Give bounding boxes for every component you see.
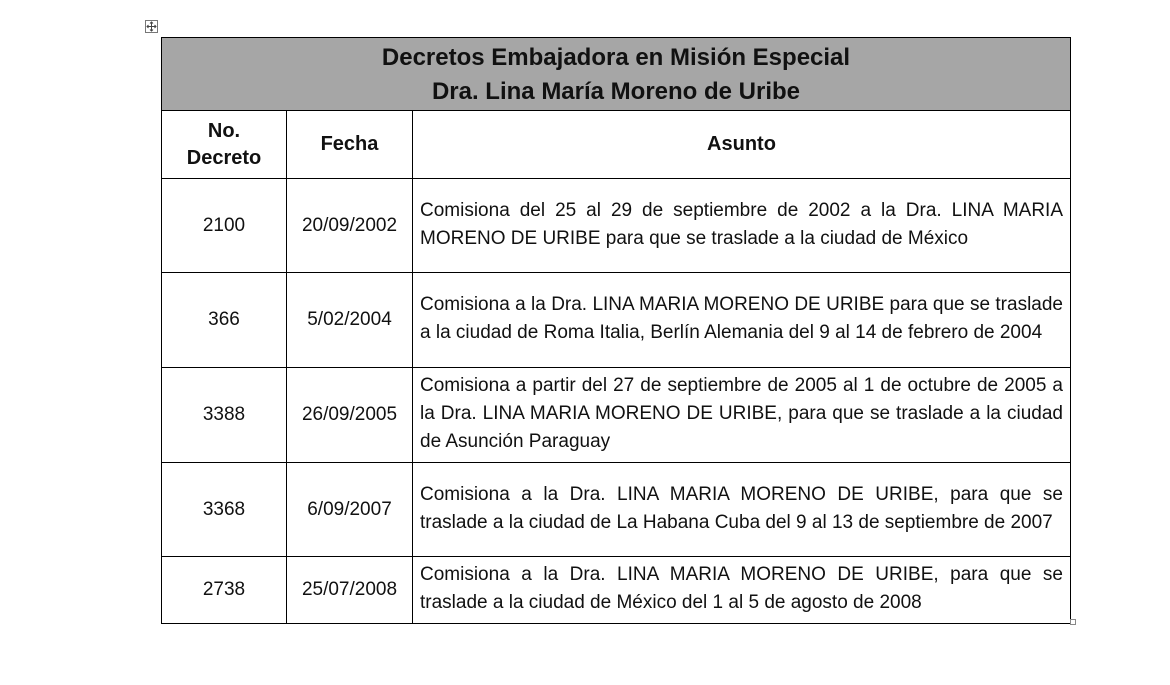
column-header-number-line-1: No. xyxy=(207,119,241,142)
decree-subject: Comisiona a partir del 27 de septiembre de 2005 al 1 de octubre de 2005 a la Dra. LINA MARIA MORENO DE URIBE, para que se traslade a la ciudad de Asunción Paraguay xyxy=(413,368,1071,463)
table-row xyxy=(162,273,1071,368)
decree-date: 6/09/2007 xyxy=(287,463,413,557)
decree-date: 25/07/2008 xyxy=(287,557,413,624)
title-line-2: Dra. Lina María Moreno de Uribe xyxy=(431,78,801,105)
decree-date: 5/02/2004 xyxy=(287,273,413,368)
decree-number: 366 xyxy=(162,273,287,368)
table-row xyxy=(162,463,1071,557)
decree-date: 20/09/2002 xyxy=(287,179,413,273)
decree-date: 26/09/2005 xyxy=(287,368,413,463)
table-title xyxy=(162,38,1071,111)
column-header-number-line-2: Decreto xyxy=(186,146,262,169)
table-resize-handle-icon[interactable] xyxy=(1070,619,1076,625)
decrees-table xyxy=(161,37,1071,624)
table-move-handle-icon[interactable] xyxy=(145,20,158,33)
decree-subject: Comisiona del 25 al 29 de septiembre de 2002 a la Dra. LINA MARIA MORENO DE URIBE para que se traslade a la ciudad de México xyxy=(413,179,1071,273)
title-line-1: Decretos Embajadora en Misión Especial xyxy=(381,44,851,71)
table-row xyxy=(162,179,1071,273)
decree-subject: Comisiona a la Dra. LINA MARIA MORENO DE URIBE, para que se traslade a la ciudad de México del 1 al 5 de agosto de 2008 xyxy=(413,557,1071,624)
decree-number: 3388 xyxy=(162,368,287,463)
decree-subject: Comisiona a la Dra. LINA MARIA MORENO DE URIBE para que se traslade a la ciudad de Roma Italia, Berlín Alemania del 9 al 14 de febrero de 2004 xyxy=(413,273,1071,368)
column-header-date: Fecha xyxy=(287,111,413,179)
column-header-number xyxy=(162,111,287,179)
decree-number: 2738 xyxy=(162,557,287,624)
decree-subject: Comisiona a la Dra. LINA MARIA MORENO DE URIBE, para que se traslade a la ciudad de La Habana Cuba del 9 al 13 de septiembre de 2007 xyxy=(413,463,1071,557)
column-header-subject: Asunto xyxy=(413,111,1071,179)
decree-number: 2100 xyxy=(162,179,287,273)
decree-number: 3368 xyxy=(162,463,287,557)
table-title-row xyxy=(162,38,1071,111)
table-header-row xyxy=(162,111,1071,179)
table-row xyxy=(162,557,1071,624)
table-row xyxy=(162,368,1071,463)
